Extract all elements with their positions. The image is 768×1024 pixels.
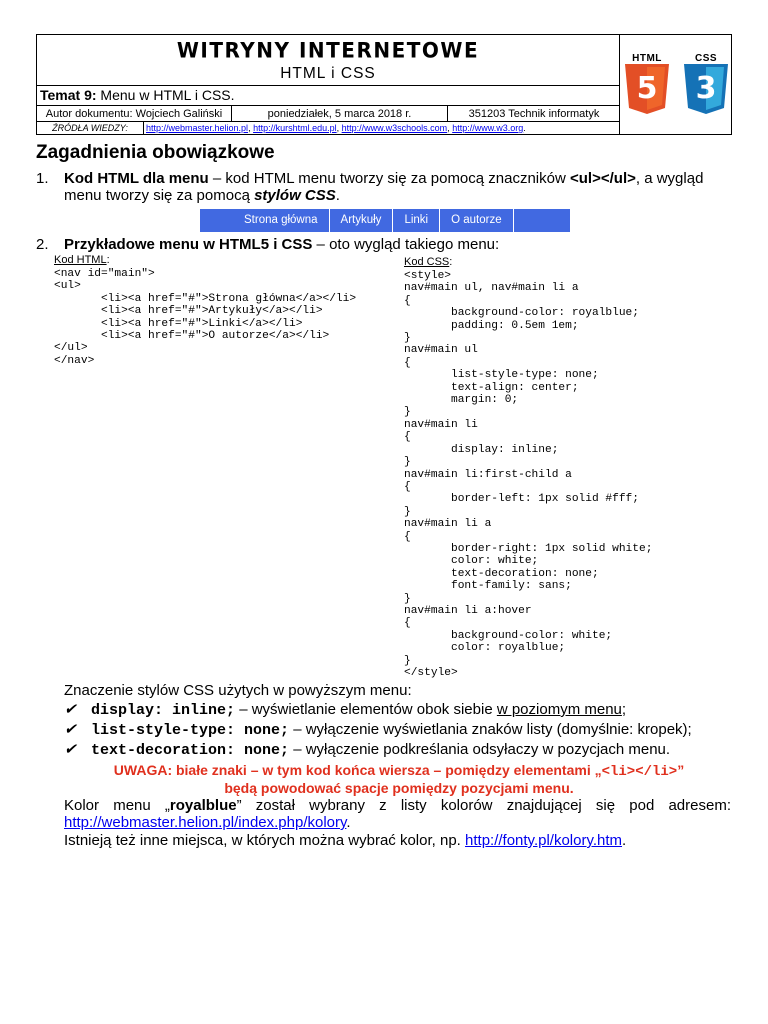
css3-logo-label: CSS [694, 53, 718, 64]
source-link[interactable]: http://www.w3schools.com [341, 123, 448, 133]
code-html: <nav id="main"> <ul> <li><a href="#">Strona główna</a></li> <li><a href="#">Artykuły</a></li> <li><a href="#">Linki</a></li> <li><a href="#">O autorze</a></li> </ul> </nav> [54, 268, 357, 367]
sources-list: http://webmaster.helion.pl, http://kurshtml.edu.pl, http://www.w3schools.com, http://www.w3.org. [146, 123, 526, 133]
color-paragraph [64, 797, 731, 815]
bullet-item [64, 741, 670, 760]
bullet-code: display: inline; [91, 702, 236, 719]
topic [40, 87, 235, 103]
warning-line1 [64, 761, 734, 781]
demo-menu-item[interactable]: Linki [393, 209, 440, 232]
item1-tag: <ul></ul> [570, 170, 636, 187]
demo-menu [200, 209, 570, 232]
list-number: 2. [36, 236, 49, 253]
bullet-code: list-style-type: none; [91, 722, 290, 739]
html5-logo [625, 53, 669, 119]
color-text: ” został wybrany z listy kolorów znajdującej się pod adresem: [236, 797, 731, 814]
item1-text [64, 170, 734, 188]
item1-text-part: . [335, 187, 340, 204]
color-list-link[interactable]: http://webmaster.helion.pl/index.php/kolory [64, 814, 347, 831]
author: Autor dokumentu: Wojciech Galiński [45, 108, 223, 120]
topic-label: Temat 9: [40, 87, 97, 103]
color-text: Kolor menu „ [64, 797, 170, 814]
check-icon: ✔ [64, 701, 77, 718]
divider [619, 35, 620, 135]
list-number: 1. [36, 170, 49, 187]
css3-logo-number: 3 [695, 71, 717, 106]
bullet-text: – wyłączenie podkreślania odsyłaczy w pozycjach menu. [289, 741, 671, 758]
other-end: . [622, 832, 627, 849]
bullet-code: text-decoration: none; [91, 742, 290, 759]
html5-logo-number: 5 [636, 71, 658, 106]
code-html-label: Kod HTML [54, 254, 107, 266]
other-text: Istnieją też inne miejsca, w których można wybrać kolor, np. [64, 832, 466, 849]
warning-code: <li></li> [601, 764, 678, 780]
demo-menu-item[interactable]: Strona główna [233, 209, 330, 232]
check-icon: ✔ [64, 741, 77, 758]
html5-logo-label: HTML [632, 53, 662, 64]
bullet-underline: w poziomym menu [496, 701, 622, 718]
divider [143, 121, 144, 135]
bullet-item [64, 721, 692, 740]
document-header [36, 34, 732, 135]
sources-label: ŹRÓDŁA WIEDZY: [52, 123, 128, 133]
other-paragraph [64, 832, 626, 850]
warning-text: ” [677, 762, 685, 778]
source-link[interactable]: http://www.w3.org [452, 123, 524, 133]
css3-shield-icon [684, 64, 728, 114]
bullet-text: – wyświetlanie elementów obok siebie [235, 701, 497, 718]
code-css-label: Kod CSS [404, 256, 450, 268]
divider [37, 85, 620, 86]
source-link[interactable]: http://kurshtml.edu.pl [253, 123, 337, 133]
other-color-link[interactable]: http://fonty.pl/kolory.htm [465, 832, 623, 849]
code-css: <style> nav#main ul, nav#main li a { background-color: royalblue; padding: 0.5em 1em; } nav#main ul { list-style-type: none; text-align: center; margin: 0; } nav#main li { display: inline; } nav#main li:first-child a { border-left: 1px solid #fff; } nav#main li a { border-right: 1px solid white; color: white; text-decoration: none; font-family: sans; } nav#main li a:hover { background-color: white; color: royalblue; } </style> [404, 270, 653, 679]
item1-text-part: – kod HTML menu tworzy się za pomocą znaczników [208, 170, 570, 187]
bullet-end: ; [621, 701, 627, 718]
item1-text-part: , a wygląd [635, 170, 704, 187]
item1-text-part: menu tworzy się za pomocą [64, 187, 255, 204]
divider [37, 105, 620, 106]
warning-text: UWAGA: białe znaki – w tym kod końca wiersza – pomiędzy elementami „ [113, 762, 602, 778]
section-title: Zagadnienia obowiązkowe [36, 142, 275, 163]
topic-text: Menu w HTML i CSS. [96, 87, 235, 103]
demo-menu-item[interactable]: O autorze [440, 209, 514, 232]
header-title: WITRYNY INTERNETOWE [176, 37, 480, 63]
meaning-intro: Znaczenie stylów CSS użytych w powyższym menu: [64, 682, 412, 699]
code-html-label-wrap: Kod HTML: [54, 254, 110, 266]
bullet-text: – wyłączenie wyświetlania znaków listy (domyślnie: kropek); [289, 721, 692, 738]
item2-bold: Przykładowe menu w HTML5 i CSS [64, 236, 313, 253]
demo-menu-item[interactable]: Artykuły [330, 209, 394, 232]
html5-shield-icon [625, 64, 669, 114]
item1-bold: Kod HTML dla menu [64, 170, 209, 187]
source-link[interactable]: http://webmaster.helion.pl [146, 123, 249, 133]
css3-logo [684, 53, 728, 119]
color-end: . [346, 814, 351, 831]
bullet-item [64, 701, 626, 720]
date: poniedziałek, 5 marca 2018 r. [267, 108, 412, 120]
header-subtitle: HTML i CSS [280, 65, 376, 82]
code-css-label-wrap: Kod CSS: [404, 256, 453, 268]
item2-text [64, 236, 499, 254]
warning-line2: będą powodować spacje pomiędzy pozycjami menu. [224, 780, 574, 796]
color-link-line [64, 814, 351, 832]
profession: 351203 Technik informatyk [468, 108, 600, 120]
color-name: royalblue [169, 797, 237, 814]
check-icon: ✔ [64, 721, 77, 738]
item2-text-part: – oto wygląd takiego menu: [312, 236, 500, 253]
item1-line2 [64, 187, 340, 205]
item1-emphasis: stylów CSS [254, 187, 336, 204]
